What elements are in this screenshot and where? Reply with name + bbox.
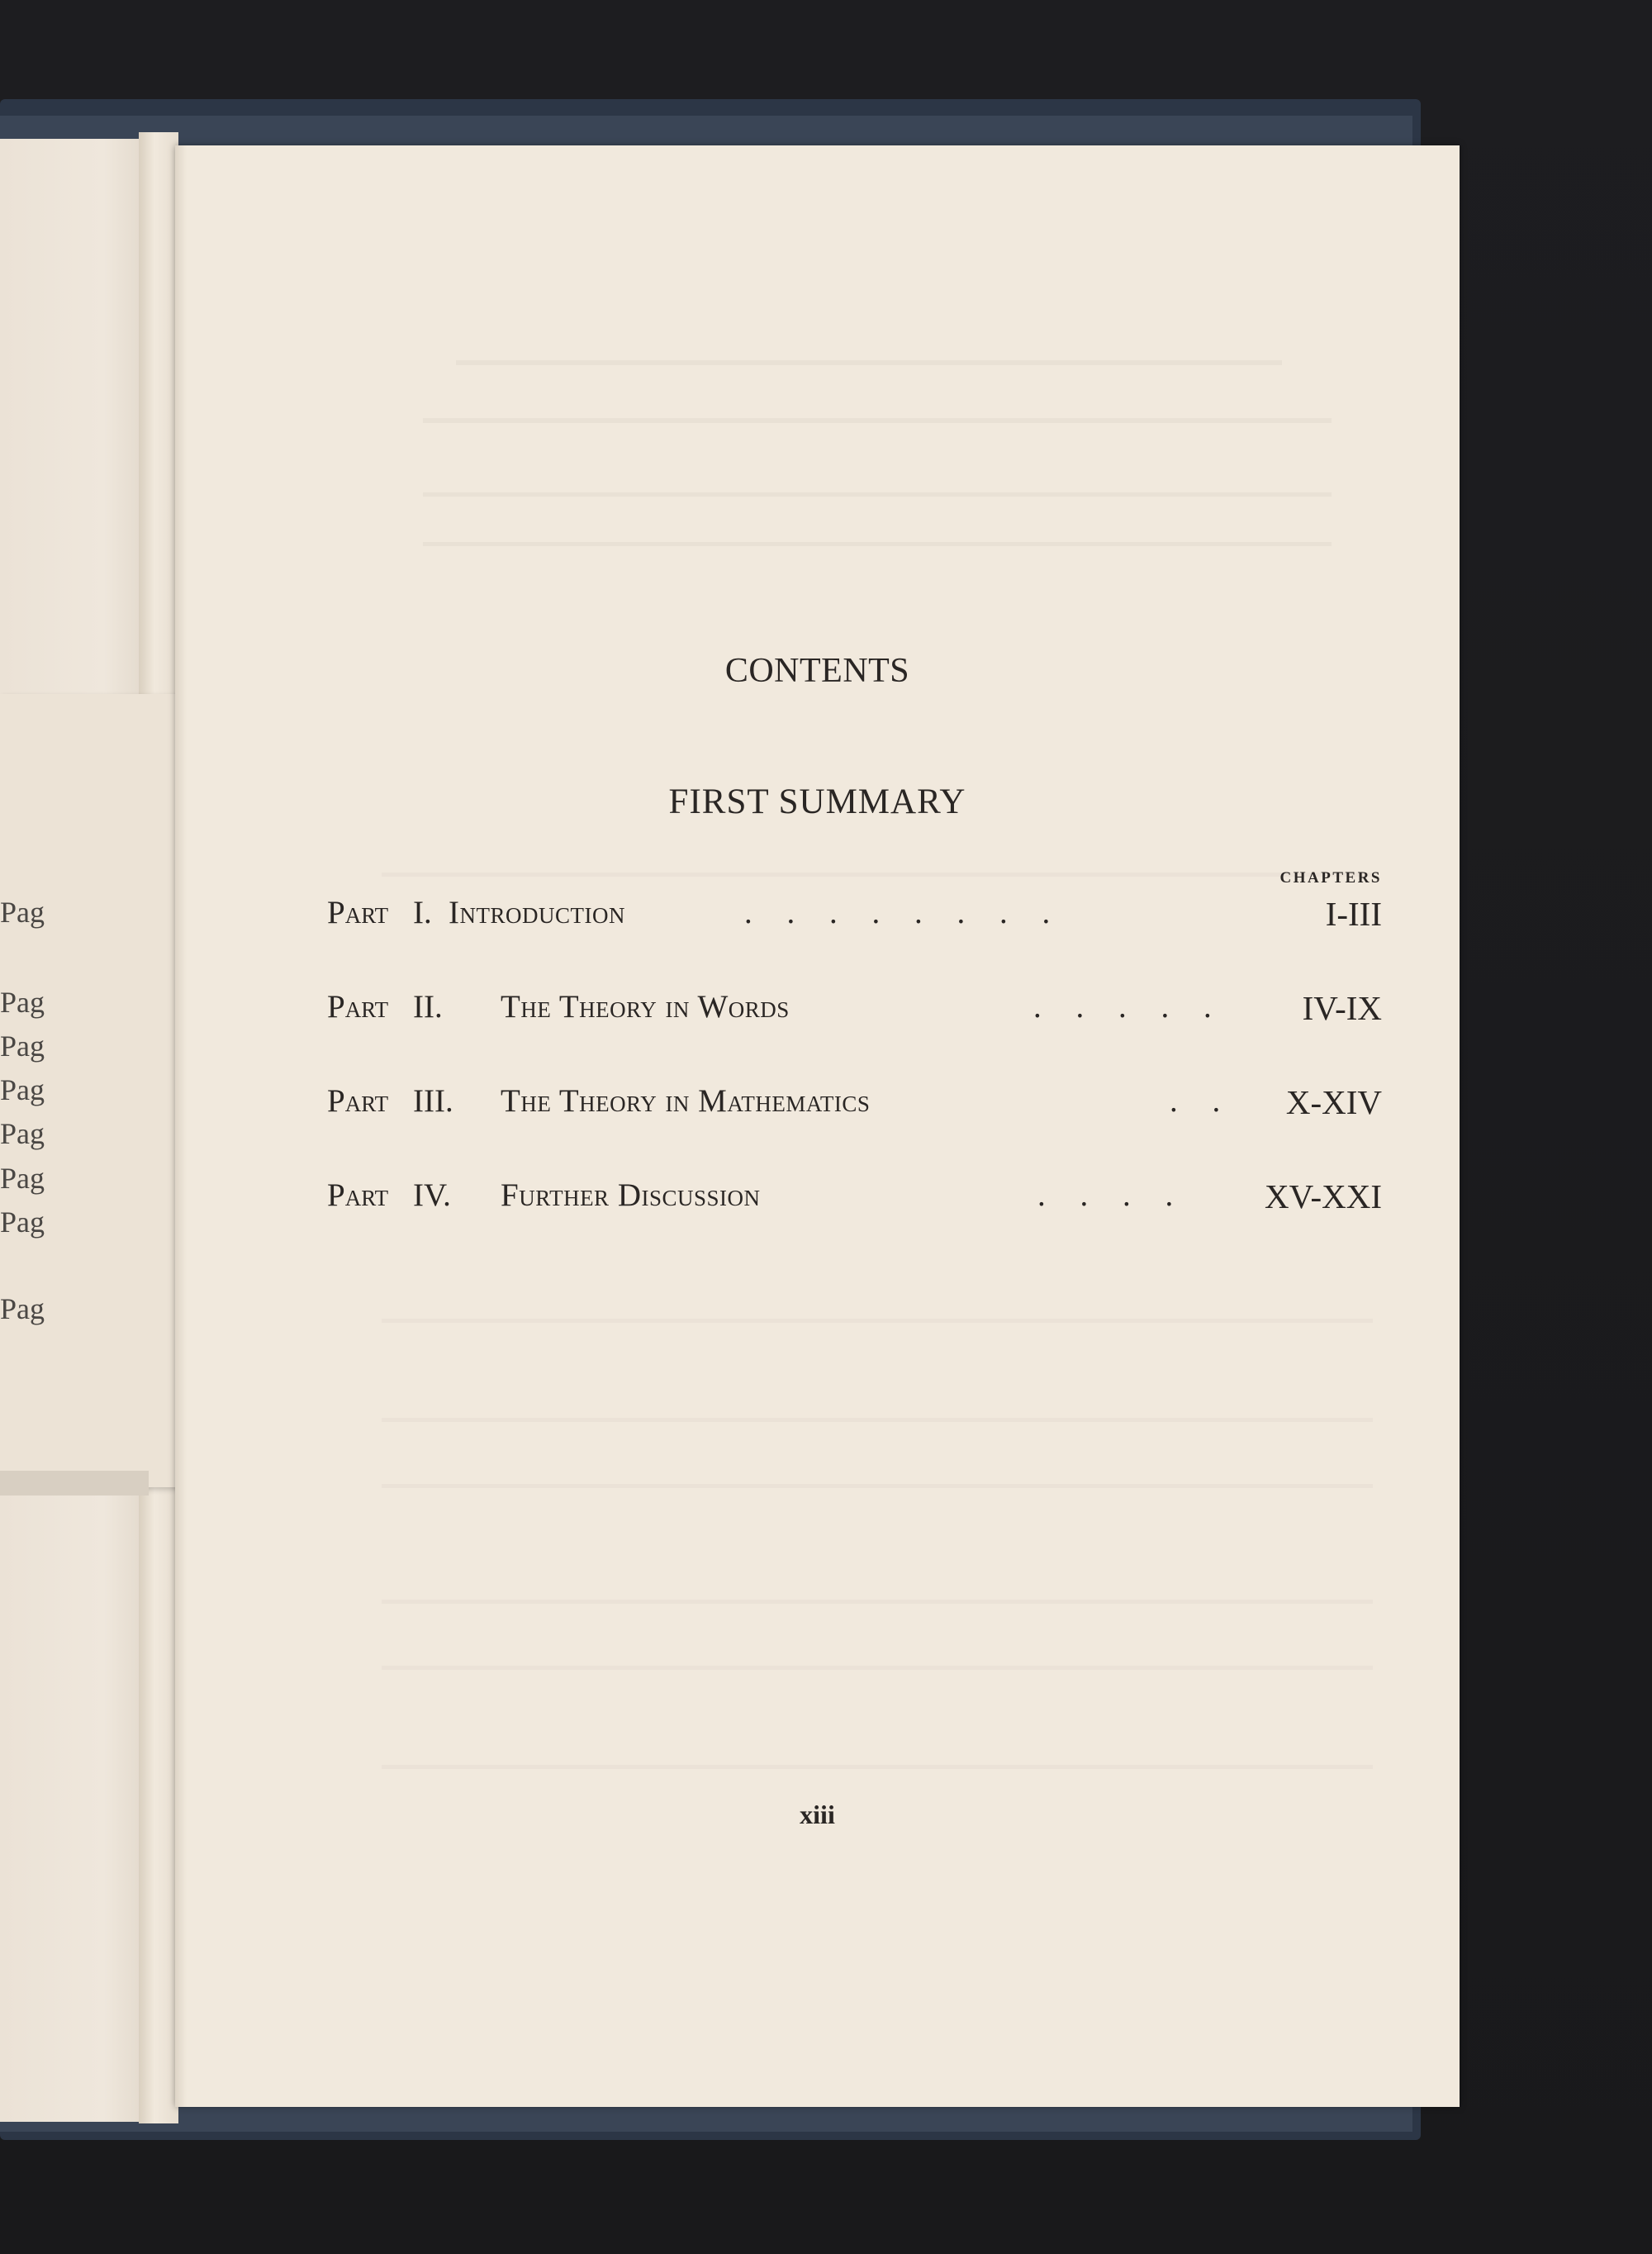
slip-shadow [0, 1471, 149, 1496]
part-label: Part [327, 1177, 389, 1213]
inserted-slip [0, 694, 192, 1487]
part-chapters: I-III [1325, 895, 1382, 933]
leader-dots: . . [1170, 1083, 1234, 1119]
part-title: Further Discussion [501, 1177, 761, 1213]
contents-heading: CONTENTS [724, 652, 910, 690]
part-numeral: I. [413, 895, 432, 930]
part-label: Part [327, 1083, 389, 1119]
part-chapters: XV-XXI [1265, 1177, 1382, 1215]
part-title: The Theory in Mathematics [501, 1083, 871, 1119]
part-chapters: IV-IX [1302, 989, 1382, 1027]
slip-line: Pag [0, 1162, 45, 1195]
slip-line: Pag [0, 986, 45, 1019]
leader-dots: . . . . . . . . [744, 895, 1064, 930]
page-edge-shadow [175, 145, 187, 2107]
contents-entry [327, 1082, 1382, 1129]
first-summary-heading: FIRST SUMMARY [668, 782, 966, 821]
page-number: xiii [800, 1800, 835, 1829]
part-numeral: III. [413, 1083, 453, 1119]
leader-dots: . . . . . [1033, 989, 1225, 1025]
slip-line: Pag [0, 896, 45, 929]
contents-page [175, 145, 1460, 2107]
part-title: The Theory in Words [501, 989, 790, 1025]
part-title: Introduction [449, 895, 625, 930]
slip-line: Pag [0, 1030, 45, 1063]
contents-entry [327, 1177, 1382, 1223]
part-label: Part [327, 895, 389, 930]
slip-line: Pag [0, 1073, 45, 1106]
part-numeral: IV. [413, 1177, 451, 1213]
leader-dots: . . . . [1037, 1177, 1187, 1213]
contents-entry [327, 988, 1382, 1034]
part-label: Part [327, 989, 389, 1025]
part-chapters: X-XIV [1285, 1083, 1382, 1121]
contents-entry [327, 894, 1382, 940]
slip-line: Pag [0, 1205, 45, 1239]
part-numeral: II. [413, 989, 443, 1025]
slip-line: Pag [0, 1117, 45, 1150]
slip-line: Pag [0, 1292, 45, 1325]
chapters-column-label: CHAPTERS [1279, 869, 1382, 887]
